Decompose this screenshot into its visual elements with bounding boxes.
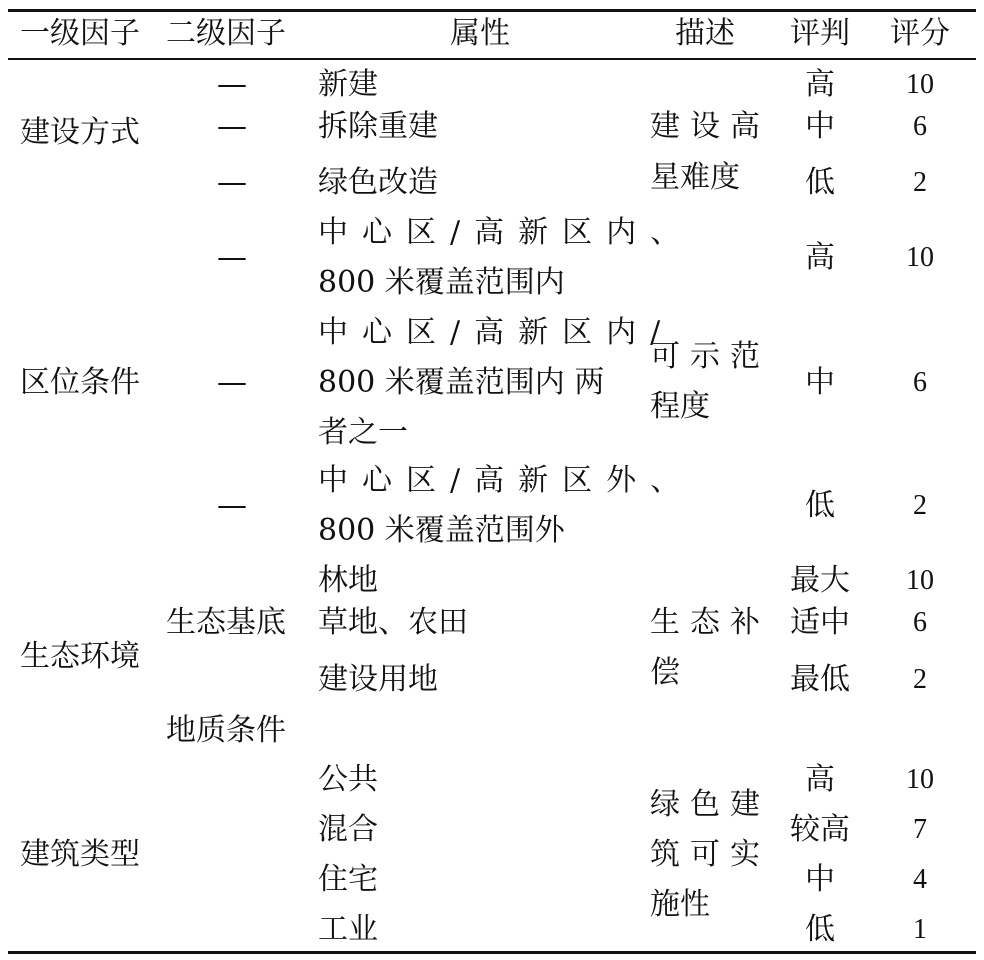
score-cell: 6	[913, 367, 927, 398]
judgement-cell: 中	[805, 365, 835, 400]
score-cell: 2	[913, 664, 927, 695]
attribute-cell: 800 米覆盖范围内 两	[318, 365, 605, 400]
header-attribute: 属性	[450, 16, 510, 51]
description-cell: 偿	[650, 655, 680, 690]
judgement-cell: 高	[805, 762, 835, 797]
judgement-cell: 较高	[790, 812, 850, 847]
level1-ecological-environment: 生态环境	[20, 639, 140, 674]
header-level1: 一级因子	[20, 16, 140, 51]
attribute-cell: 800 米覆盖范围外	[318, 513, 565, 548]
level1-location-conditions: 区位条件	[20, 365, 140, 400]
level2-dash: —	[217, 240, 247, 275]
level2-geological-conditions: 地质条件	[166, 713, 286, 748]
score-cell: 7	[913, 814, 927, 845]
description-cell: 程度	[650, 389, 710, 424]
judgement-cell: 最低	[790, 662, 850, 697]
level2-dash: —	[217, 165, 247, 200]
judgement-cell: 最大	[790, 563, 850, 598]
attribute-cell: 住宅	[318, 862, 378, 897]
attribute-cell: 中心区/高新区内、	[318, 215, 695, 250]
judgement-cell: 低	[805, 165, 835, 200]
score-cell: 10	[906, 565, 934, 596]
judgement-cell: 低	[805, 488, 835, 523]
level2-ecological-base: 生态基底	[166, 605, 286, 640]
attribute-cell: 草地、农田	[318, 605, 468, 640]
description-cell: 可示范	[650, 339, 770, 374]
header-level2: 二级因子	[166, 16, 286, 51]
score-cell: 6	[913, 111, 927, 142]
score-cell: 10	[906, 242, 934, 273]
attribute-cell: 公共	[318, 762, 378, 797]
attribute-cell: 绿色改造	[318, 165, 438, 200]
score-cell: 10	[906, 764, 934, 795]
description-cell: 建设高	[650, 109, 770, 144]
level1-construction-method: 建设方式	[20, 115, 140, 150]
description-cell: 筑可实	[650, 837, 770, 872]
score-cell: 2	[913, 490, 927, 521]
attribute-cell: 工业	[318, 912, 378, 947]
judgement-cell: 适中	[790, 605, 850, 640]
judgement-cell: 中	[805, 109, 835, 144]
attribute-cell: 混合	[318, 812, 378, 847]
score-cell: 10	[906, 69, 934, 100]
description-cell: 施性	[650, 887, 710, 922]
top-rule	[8, 9, 976, 12]
attribute-cell: 中心区/高新区外、	[318, 463, 695, 498]
description-cell: 生态补	[650, 605, 770, 640]
description-cell: 星难度	[650, 160, 740, 195]
header-rule	[8, 58, 976, 60]
level2-dash: —	[217, 365, 247, 400]
bottom-rule	[8, 951, 976, 954]
judgement-cell: 高	[805, 240, 835, 275]
attribute-cell: 新建	[318, 67, 378, 102]
level2-dash: —	[217, 109, 247, 144]
level2-dash: —	[217, 67, 247, 102]
attribute-cell: 800 米覆盖范围内	[318, 265, 565, 300]
score-cell: 2	[913, 167, 927, 198]
judgement-cell: 低	[805, 912, 835, 947]
header-score: 评分	[890, 16, 950, 51]
description-cell: 绿色建	[650, 787, 770, 822]
attribute-cell: 者之一	[318, 415, 408, 450]
score-cell: 4	[913, 864, 927, 895]
judgement-cell: 高	[805, 67, 835, 102]
attribute-cell: 林地	[318, 563, 378, 598]
header-description: 描述	[675, 16, 735, 51]
attribute-cell: 拆除重建	[318, 109, 438, 144]
header-judgement: 评判	[790, 16, 850, 51]
level1-building-type: 建筑类型	[20, 837, 140, 872]
judgement-cell: 中	[805, 862, 835, 897]
level2-dash: —	[217, 488, 247, 523]
attribute-cell: 建设用地	[318, 662, 438, 697]
score-cell: 6	[913, 607, 927, 638]
score-cell: 1	[913, 914, 927, 945]
attribute-cell: 中心区/高新区内/	[318, 315, 675, 350]
